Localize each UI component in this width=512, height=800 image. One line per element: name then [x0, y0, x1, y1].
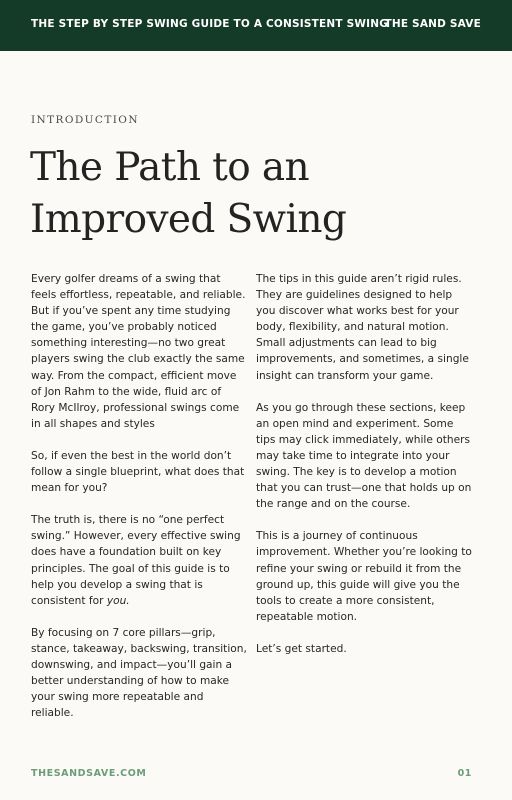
- paragraph: So, if even the best in the world don’t follow a single blueprint, what does that mean for you?: [31, 449, 245, 495]
- website-link[interactable]: THESANDSAVE.COM: [31, 768, 147, 779]
- body-column-right: [256, 271, 474, 673]
- section-eyebrow: INTRODUCTION: [31, 114, 139, 126]
- paragraph: As you go through these sections, keep an open mind and experiment. Some tips may click immediately, while others may take time to integrate into your swing. The key is to develop a motion that you can trust—one that holds up on the range and on the course.: [256, 401, 472, 511]
- brand-name: THE SAND SAVE: [384, 18, 481, 30]
- page-title: The Path to an Improved Swing: [30, 145, 347, 242]
- paragraph: This is a journey of continuous improvement. Whether you’re looking to refine your swing or rebuild it from the ground up, this guide will give you the tools to create a more consistent, repeatable motion.: [256, 530, 472, 623]
- guide-title: THE STEP BY STEP SWING GUIDE TO A CONSISTENT SWING: [31, 18, 389, 30]
- paragraph: The tips in this guide aren’t rigid rules. They are guidelines designed to help you discover what works best for your body, flexibility, and natural motion. Small adjustments can lead to big improvements, and sometimes, a single insight can transform your game.: [256, 273, 469, 382]
- paragraph: By focusing on 7 core pillars—grip, stance, takeaway, backswing, transition, downswing, and impact—you’ll gain a better understanding of how to make your swing more repeatable and reliable.: [31, 626, 247, 720]
- paragraph: Let’s get started.: [256, 642, 347, 655]
- paragraph: [31, 512, 247, 609]
- page-number: 01: [457, 768, 472, 779]
- paragraph-text: The truth is, there is no “one perfect swing.” However, every effective swing does have a foundation built on key principles. The goal of this guide is to help you develop a swing that is consistent for: [31, 514, 241, 607]
- paragraph: Every golfer dreams of a swing that feels effortless, repeatable, and reliable. But if you’ve spent any time studying the game, you’ve probably noticed something interesting—no two great players swing the club exactly the same way. From the compact, efficient move of Jon Rahm to the wide, fluid arc of Rory McIlroy, professional swings come in all shapes and styles: [31, 273, 246, 430]
- emphasis-text: you.: [106, 594, 130, 607]
- header-bar: [0, 0, 512, 51]
- body-column-left: [31, 271, 247, 737]
